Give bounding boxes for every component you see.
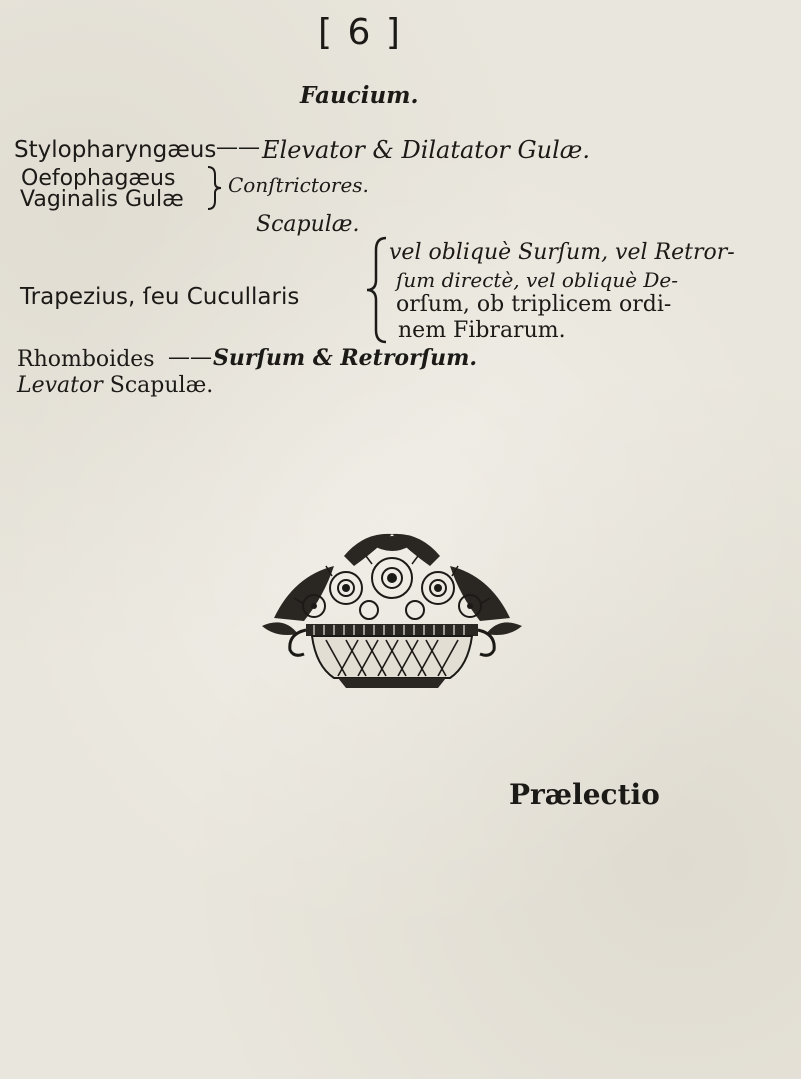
trapezius-line-3: orſum, ob triplicem ordi- <box>396 292 672 317</box>
entry-rhomboides-dash: —— <box>168 345 212 370</box>
entry-vaginalis-name: Vaginalis Gulæ <box>20 187 184 212</box>
entry-rhomboides-name: Rhomboides <box>17 347 155 372</box>
entry-levator <box>17 373 213 398</box>
entry-trapezius-name: Trapezius, ſeu Cucullaris <box>20 284 300 310</box>
flower-basket-ornament <box>254 526 530 691</box>
entry-constrictores-action: Conſtrictores. <box>228 173 369 197</box>
entry-oesophagaeus-name: Oefophagæus <box>21 166 176 191</box>
entry-levator-rest: Scapulæ. <box>109 373 214 398</box>
entry-levator-name: Levator <box>17 373 103 398</box>
entry-rhomboides-action: Surſum & Retrorſum. <box>213 345 478 371</box>
trapezius-line-2: ſum directè, vel obliquè De- <box>396 268 679 292</box>
trapezius-line-1: vel obliquè Surſum, vel Retror- <box>389 240 735 265</box>
right-brace-constrictores <box>205 165 225 211</box>
section-heading-scapulae: Scapulæ. <box>256 212 360 237</box>
left-brace-trapezius <box>364 236 390 344</box>
section-title: Faucium. <box>300 82 419 109</box>
entry-stylopharyngaeus-name: Stylopharyngæus <box>14 137 217 163</box>
trapezius-line-4: nem Fibrarum. <box>398 318 566 343</box>
entry-stylopharyngaeus-action: Elevator & Dilatator Gulæ. <box>262 136 590 164</box>
catchword: Prælectio <box>509 778 660 811</box>
entry-stylopharyngaeus-dash: —— <box>216 135 260 160</box>
page-number: [ 6 ] <box>318 12 402 53</box>
